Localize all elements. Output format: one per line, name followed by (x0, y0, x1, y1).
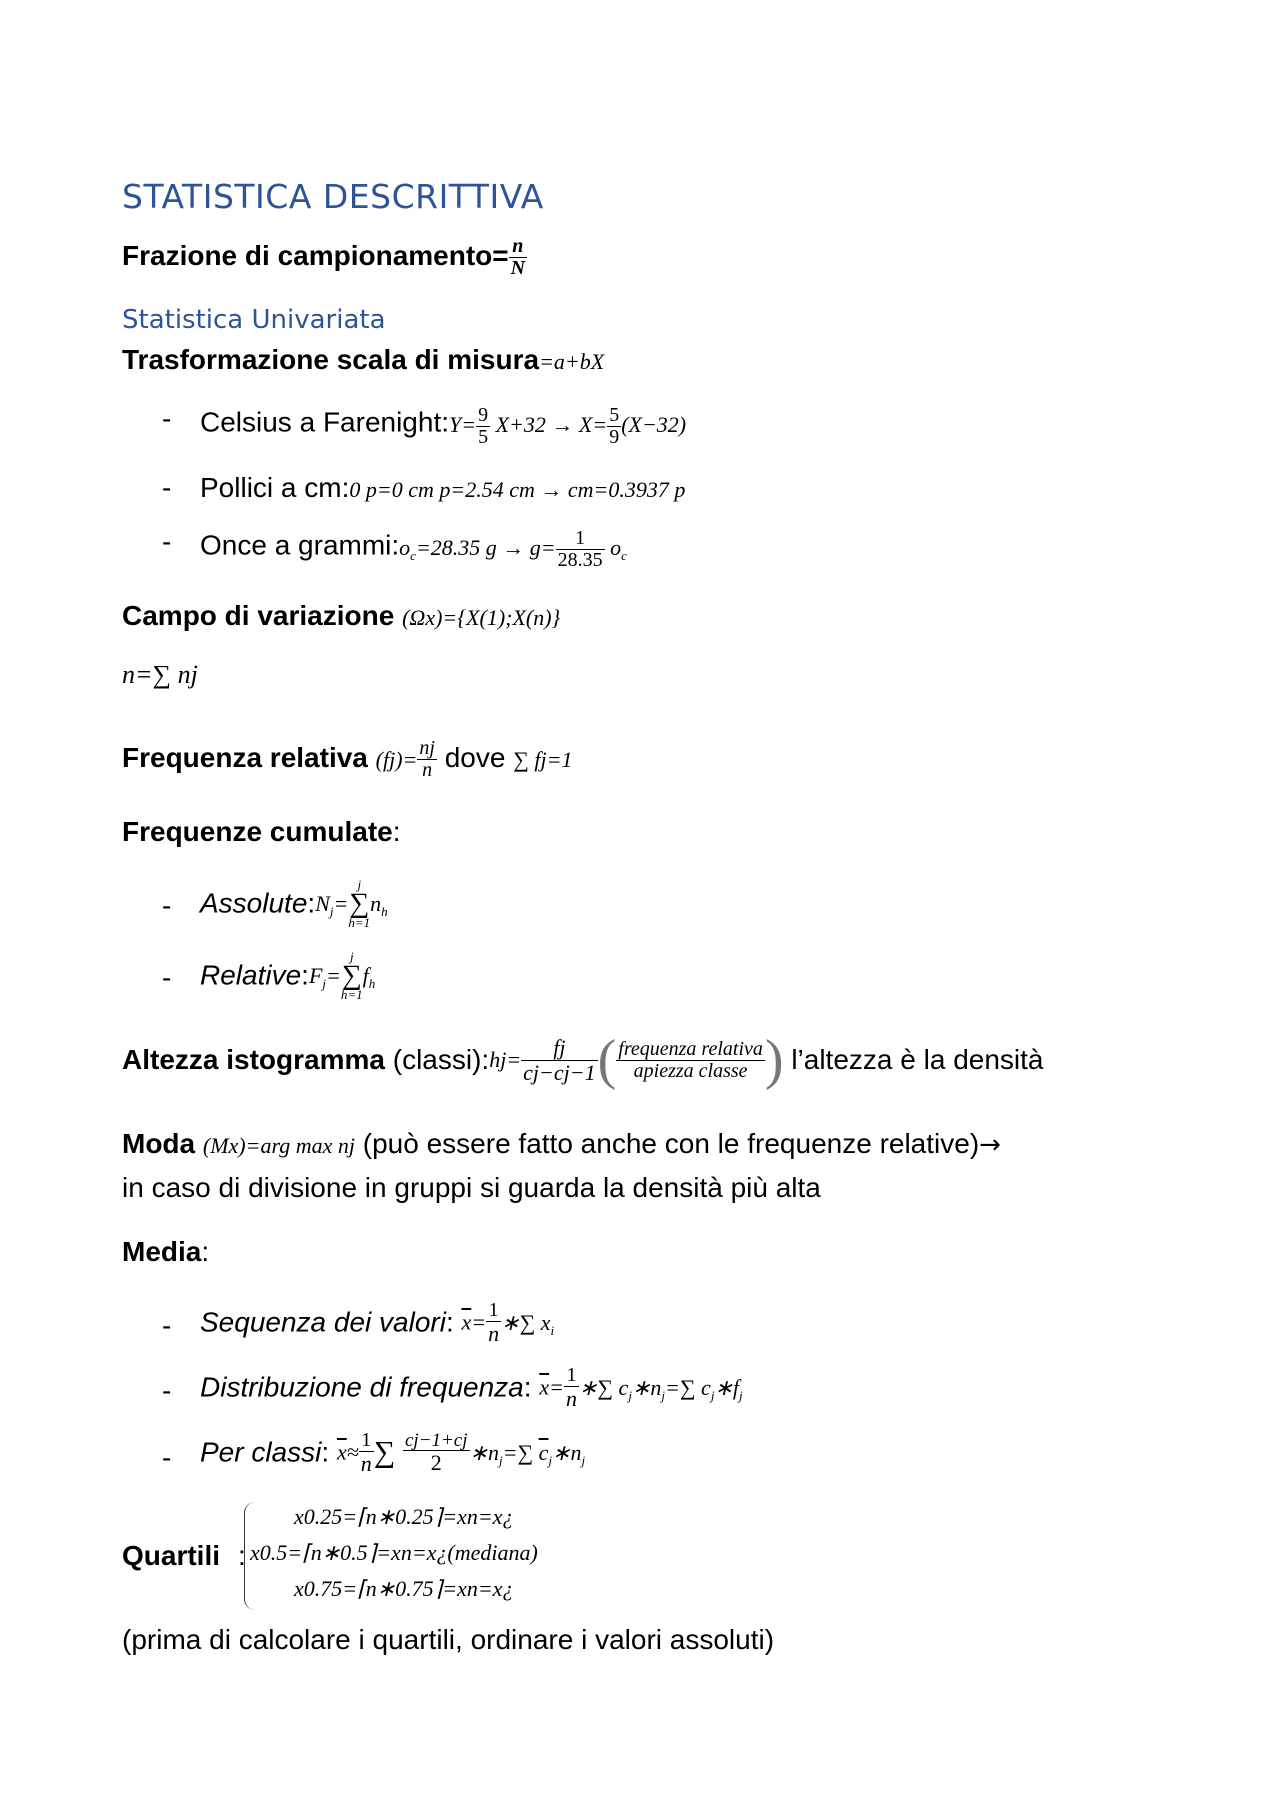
assolute-N: $N_j=$ (315, 890, 349, 919)
cls-part: =∑ (502, 1439, 534, 1465)
sequenza-frac (486, 1300, 501, 1345)
frac-num: 9 (478, 404, 489, 426)
trasformazione-formula: =a+bX (539, 349, 605, 374)
freq-cumulate-label: Frequenze cumulate (122, 816, 393, 847)
fraction-line (122, 236, 527, 279)
sum-lower: h=1 (348, 915, 371, 931)
dist-part: ∗f (714, 1374, 739, 1400)
altezza-classi: (classi): (384, 1044, 490, 1075)
trasformazione-line (122, 346, 604, 374)
distribuzione-frac (564, 1365, 579, 1410)
bullet-dash: - (162, 1375, 172, 1406)
media-colon: : (201, 1236, 210, 1267)
distribuzione-tail: ∗∑ $c_j∗n_j=\sum$ $c_j∗f_j$ (578, 1374, 743, 1403)
distribuzione-xbar: $\overline{x}$ (539, 1374, 550, 1400)
section-heading-univariata: Statistica Univariata (122, 305, 386, 335)
paren-close: ) (764, 1029, 784, 1091)
assolute-nh: $n_h$ (370, 890, 388, 919)
distribuzione-colon: : (523, 1371, 540, 1403)
frac-num: 1 (359, 1430, 374, 1452)
campo-line (122, 602, 560, 630)
eq-sign: = (471, 1309, 487, 1335)
bullet-dash: - (162, 1442, 172, 1473)
moda-line (122, 1130, 1001, 1158)
sum-lower: h=1 (340, 987, 363, 1003)
dist-part: ∗n (631, 1374, 662, 1400)
relative-label: Relative (200, 959, 302, 991)
once-o2: o (610, 534, 622, 560)
assolute-label: Assolute (200, 887, 308, 919)
frac-den: 5 (478, 426, 489, 448)
bullet-content (200, 1430, 585, 1475)
campo-label: Campo di variazione (122, 600, 403, 631)
altezza-tail: l’altezza è la densità (783, 1044, 1044, 1075)
per-classi-colon: : (321, 1436, 337, 1468)
altezza-h: hj= (489, 1047, 522, 1072)
altezza-paren-frac (616, 1039, 765, 1082)
relative-F: $F_j=$ (308, 962, 341, 991)
frac-den: 9 (609, 426, 620, 448)
relative-sum (341, 950, 363, 1001)
assolute-colon: : (307, 887, 316, 919)
sequenza-tail (501, 1309, 555, 1338)
pollici-formula: 0 p=0 cm p=2.54 cm → cm=0.3937 p (349, 477, 686, 502)
sequenza-tail-text: ∗∑ x (501, 1309, 551, 1335)
sequenza-sub: i (550, 1322, 555, 1338)
assolute-sum (348, 878, 370, 929)
frac-den: cj−cj−1 (523, 1059, 596, 1085)
celsius-part-a: Y= (449, 411, 477, 437)
altezza-line (122, 1029, 1044, 1100)
moda-label: Moda (122, 1128, 203, 1159)
document-title: STATISTICA DESCRITTIVA (122, 177, 544, 216)
quartile-row-075: x0.75=⌈n∗0.75⌉=xn=x¿ (294, 1576, 514, 1601)
bullet-dash: - (162, 526, 172, 557)
quartili-label: Quartili (122, 1540, 221, 1571)
sum-upper: j (349, 949, 354, 964)
freq-relativa-frac (417, 738, 437, 781)
sum-symbol: ∑ (373, 1435, 396, 1469)
altezza-frac (521, 1036, 597, 1083)
celsius-formula (449, 404, 687, 448)
celsius-label: Celsius a Farenight: (200, 406, 450, 438)
per-classi-tail: $∗n_j=\sum$ $\overline{c}_j∗n_j$ (469, 1439, 586, 1468)
bullet-dash: - (162, 1310, 172, 1341)
quartile-row-025: x0.25=⌈n∗0.25⌉=xn=x¿ (294, 1504, 514, 1529)
approx-sign: ≈ (346, 1439, 359, 1465)
frac-den: apiezza classe (633, 1059, 748, 1082)
paren-open: ( (597, 1029, 617, 1091)
quartili-colon: : (238, 1540, 246, 1571)
bullet-content (200, 1365, 743, 1410)
fraction-label: Frazione di campionamento= (122, 239, 509, 271)
frac-den: n (565, 1386, 577, 1411)
eq-sign: = (549, 1374, 564, 1400)
frac-num: cj−1+cj (404, 1429, 468, 1451)
trasformazione-label: Trasformazione scala di misura (122, 344, 540, 375)
frac-num: 1 (486, 1300, 501, 1322)
frac-den: 28.35 (557, 549, 603, 571)
per-classi-label: Per classi (200, 1436, 322, 1468)
bullet-dash: - (162, 403, 172, 434)
relative-colon: : (301, 959, 309, 991)
bullet-dash: - (162, 962, 172, 993)
relative-fh: $f_h$ (362, 962, 376, 991)
freq-relativa-line (122, 738, 573, 781)
dist-part: ∗∑ c (578, 1374, 629, 1400)
fraction-num: n (509, 236, 527, 258)
moda-text2: in caso di divisione in gruppi si guarda la densità più alta (122, 1172, 821, 1203)
bullet-content (200, 878, 388, 929)
distribuzione-label: Distribuzione di frequenza (200, 1371, 524, 1403)
sequenza-xbar: $\overline{x}$ (461, 1309, 472, 1335)
bullet-content (200, 950, 375, 1001)
sequenza-colon: : (445, 1306, 462, 1338)
frac-den: n (360, 1451, 372, 1476)
n-sum-formula: n=∑ nj (122, 660, 198, 689)
altezza-label: Altezza istogramma (122, 1044, 385, 1075)
frac-den: n (422, 759, 433, 781)
once-frac (556, 528, 605, 571)
celsius-part-b: X+32 → X= (495, 411, 608, 437)
frac-num: nj (419, 737, 435, 759)
frac-den: n (488, 1321, 500, 1346)
bullet-dash: - (162, 472, 172, 503)
per-classi-frac1 (359, 1430, 374, 1475)
once-formula (399, 527, 627, 571)
fraction-formula (509, 236, 527, 279)
moda-text1: (può essere fatto anche con le frequenze relative) (355, 1128, 980, 1159)
campo-formula: (Ωx)={X(1);X(n)} (402, 605, 561, 630)
freq-relativa-dove: dove (436, 741, 514, 773)
frac-num: 1 (564, 1365, 579, 1387)
celsius-part-c: (X−32) (621, 411, 687, 437)
frac-num: 1 (556, 528, 605, 550)
media-line (122, 1238, 209, 1266)
media-label: Media (122, 1236, 202, 1267)
freq-relativa-formula-b: ∑ fj=1 (513, 746, 573, 772)
frac-num: fj (521, 1036, 597, 1060)
celsius-frac2 (607, 405, 621, 448)
bullet-content (200, 474, 685, 502)
quartile-row-05: x0.5=⌈n∗0.5⌉=xn=x¿(mediana) (250, 1540, 538, 1565)
bullet-dash: - (162, 890, 172, 921)
frac-num: frequenza relativa (618, 1037, 763, 1060)
frac-den: 2 (430, 1450, 442, 1476)
bullet-content (200, 1300, 554, 1345)
sequenza-label: Sequenza dei valori (200, 1306, 446, 1338)
sum-upper: j (357, 877, 362, 892)
once-sub2: c (621, 547, 627, 563)
per-classi-frac2 (403, 1431, 470, 1475)
moda-formula: (Mx)=arg max nj (202, 1133, 355, 1158)
bullet-content (200, 528, 627, 571)
arrow-right-icon: → (979, 1130, 1001, 1160)
celsius-frac1 (476, 405, 490, 448)
once-part-b: =28.35 g → g= (415, 534, 556, 560)
pollici-label: Pollici a cm: (200, 472, 350, 503)
quartili-block (122, 1502, 722, 1612)
freq-cumulate-line (122, 818, 401, 846)
quartili-note: (prima di calcolare i quartili, ordinare i valori assoluti) (122, 1624, 775, 1655)
dist-part: =∑ c (665, 1374, 711, 1400)
cls-part: ∗n (552, 1439, 582, 1465)
cls-part: ∗n (469, 1439, 499, 1465)
freq-cumulate-colon: : (392, 816, 401, 847)
once-o: o (399, 534, 411, 560)
fraction-den: N (510, 257, 526, 279)
per-classi-xbar: $\overline{x}$ (336, 1439, 347, 1465)
once-label: Once a grammi: (200, 529, 400, 561)
bullet-content (200, 405, 686, 448)
sum-symbol: ∑ (349, 888, 370, 919)
freq-relativa-formula-a: (fj)= (375, 746, 418, 772)
sum-symbol: ∑ (341, 960, 362, 991)
once-sub: c (410, 547, 416, 563)
freq-relativa-label: Frequenza relativa (122, 741, 376, 773)
cls-cbar: $\overline{c}$ (538, 1439, 549, 1465)
frac-num: 5 (609, 404, 620, 426)
